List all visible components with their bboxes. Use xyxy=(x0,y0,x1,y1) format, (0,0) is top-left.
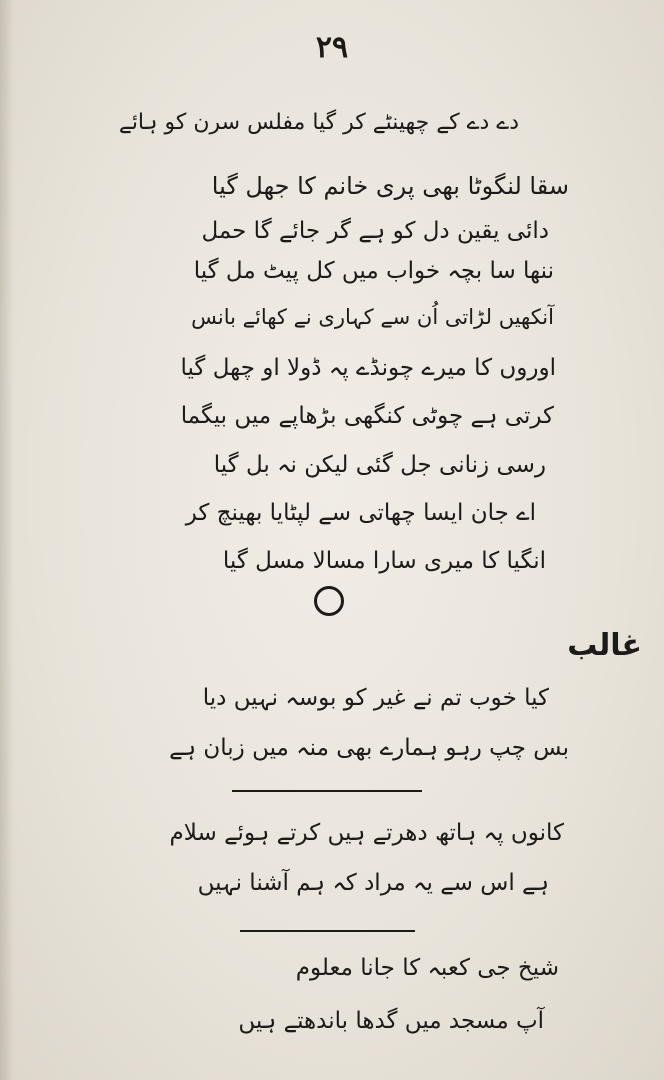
verse-line-1: دے دے کے چھینٹے کر گیا مفلس سرن کو ہائے xyxy=(118,110,519,135)
page-edge-shadow xyxy=(0,0,14,1080)
verse-line-6: اوروں کا میرے چونڈے پہ ڈولا او چھل گیا xyxy=(180,355,556,381)
couplet-1-line-1: کیا خوب تم نے غیر کو بوسہ نہیں دیا xyxy=(202,685,549,711)
verse-line-9: اے جان ایسا چھاتی سے لپٹایا بھینچ کر xyxy=(185,500,536,526)
verse-line-7: کرتی ہے چوٹی کنگھی بڑھاپے میں بیگما xyxy=(180,403,554,429)
verse-line-8: رسی زنانی جل گئی لیکن نہ بل گیا xyxy=(213,452,546,478)
verse-line-5: آنکھیں لڑاتی اُن سے کہاری نے کھائے بانس xyxy=(191,305,554,329)
couplet-3-line-2: آپ مسجد میں گدھا باندھتے ہیں xyxy=(238,1008,544,1034)
verse-line-10: انگیا کا میری سارا مسالا مسل گیا xyxy=(222,548,546,574)
section-end-circle xyxy=(314,586,344,616)
verse-line-2: سقا لنگوٹا بھی پری خانم کا جھل گیا xyxy=(211,172,569,200)
verse-line-3: دائی یقین دل کو ہے گر جائے گا حمل xyxy=(201,218,549,244)
divider-2 xyxy=(240,930,415,932)
couplet-1-line-2: بس چپ رہو ہمارے بھی منہ میں زبان ہے xyxy=(169,735,569,761)
page-number: ۲۹ xyxy=(315,30,349,65)
verse-line-4: ننھا سا بچہ خواب میں کل پیٹ مل گیا xyxy=(193,258,554,284)
couplet-3-line-1: شیخ جی کعبہ کا جانا معلوم xyxy=(295,955,559,981)
divider-1 xyxy=(232,790,422,792)
couplet-2-line-1: کانوں پہ ہاتھ دھرتے ہیں کرتے ہوئے سلام xyxy=(169,820,564,846)
section-heading: غالب xyxy=(567,628,642,663)
couplet-2-line-2: ہے اس سے یہ مراد کہ ہم آشنا نہیں xyxy=(197,870,549,896)
